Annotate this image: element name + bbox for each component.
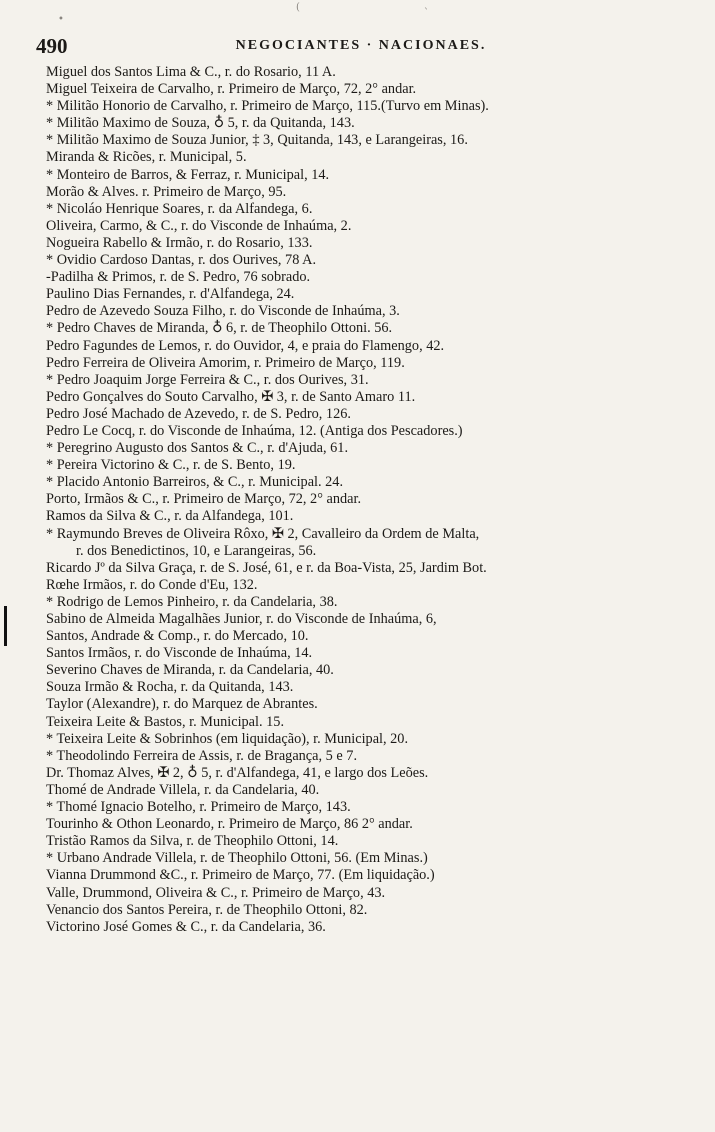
margin-mark bbox=[4, 606, 7, 646]
directory-list bbox=[46, 64, 696, 936]
running-title: NEGOCIANTES · NACIONAES. bbox=[235, 38, 487, 53]
list-item: * Nicoláo Henrique Soares, r. da Alfandega, 6. bbox=[46, 200, 313, 217]
list-item: Paulino Dias Fernandes, r. d'Alfandega, 24. bbox=[46, 286, 295, 303]
list-item: -Padilha & Primos, r. de S. Pedro, 76 sobrado. bbox=[46, 269, 311, 286]
list-item: Oliveira, Carmo, & C., r. do Visconde de Inhaúma, 2. bbox=[46, 217, 352, 234]
list-item: Severino Chaves de Miranda, r. da Candelaria, 40. bbox=[46, 662, 334, 679]
list-item: * Placido Antonio Barreiros, & C., r. Municipal. 24. bbox=[46, 474, 344, 491]
list-item: Miranda & Ricões, r. Municipal, 5. bbox=[46, 149, 247, 166]
list-item: * Peregrino Augusto dos Santos & C., r. d'Ajuda, 61. bbox=[46, 440, 349, 457]
list-item: Tristão Ramos da Silva, r. de Theophilo Ottoni, 14. bbox=[46, 833, 339, 850]
list-item: Pedro José Machado de Azevedo, r. de S. Pedro, 126. bbox=[46, 405, 351, 422]
list-item: Porto, Irmãos & C., r. Primeiro de Março, 72, 2° andar. bbox=[46, 491, 362, 508]
list-item: * Pereira Victorino & C., r. de S. Bento, 19. bbox=[46, 457, 296, 474]
list-item: Dr. Thomaz Alves, ✠ 2, ♁ 5, r. d'Alfandega, 41, e largo dos Leões. bbox=[46, 764, 429, 781]
list-item: * Thomé Ignacio Botelho, r. Primeiro de Março, 143. bbox=[46, 799, 351, 816]
list-item: Victorino José Gomes & C., r. da Candelaria, 36. bbox=[46, 918, 326, 935]
list-item: Nogueira Rabello & Irmão, r. do Rosario, 133. bbox=[46, 234, 313, 251]
list-item: * Ovidio Cardoso Dantas, r. dos Ourives, 78 A. bbox=[46, 252, 317, 269]
dust-mark: • bbox=[58, 14, 64, 25]
page-header bbox=[36, 34, 686, 58]
list-item: Souza Irmão & Rocha, r. da Quitanda, 143. bbox=[46, 679, 294, 696]
list-item: * Militão Maximo de Souza, ♁ 5, r. da Quitanda, 143. bbox=[46, 115, 355, 132]
list-item: Thomé de Andrade Villela, r. da Candelaria, 40. bbox=[46, 781, 320, 798]
list-item: * Militão Maximo de Souza Junior, ‡ 3, Quitanda, 143, e Larangeiras, 16. bbox=[46, 132, 468, 149]
list-item: Tourinho & Othon Leonardo, r. Primeiro de Março, 86 2° andar. bbox=[46, 816, 413, 833]
list-item: Sabino de Almeida Magalhães Junior, r. do Visconde de Inhaúma, 6, bbox=[46, 611, 437, 627]
list-item: * Raymundo Breves de Oliveira Rôxo, ✠ 2, Cavalleiro da Ordem de Malta, bbox=[46, 525, 480, 542]
page-number: 490 bbox=[36, 34, 68, 58]
list-item: Pedro Fagundes de Lemos, r. do Ouvidor, 4, e praia do Flamengo, 42. bbox=[46, 337, 445, 354]
list-item: Miguel Teixeira de Carvalho, r. Primeiro de Março, 72, 2° andar. bbox=[46, 81, 417, 98]
list-item: Santos Irmãos, r. do Visconde de Inhaúma, 14. bbox=[46, 645, 313, 662]
list-item: Ricardo Jº da Silva Graça, r. de S. José, 61, e r. da Boa-Vista, 25, Jardim Bot. bbox=[46, 559, 487, 576]
dust-mark: ` bbox=[424, 8, 429, 19]
list-item: * Monteiro de Barros, & Ferraz, r. Municipal, 14. bbox=[46, 166, 330, 183]
list-item: Pedro Le Cocq, r. do Visconde de Inhaúma, 12. (Antiga dos Pescadores.) bbox=[46, 422, 463, 439]
list-item: * Militão Honorio de Carvalho, r. Primeiro de Março, 115.(Turvo em Minas). bbox=[46, 98, 489, 115]
list-item: Ramos da Silva & C., r. da Alfandega, 101. bbox=[46, 508, 294, 525]
list-item: * Teixeira Leite & Sobrinhos (em liquidação), r. Municipal, 20. bbox=[46, 730, 409, 747]
list-item: * Theodolindo Ferreira de Assis, r. de Bragança, 5 e 7. bbox=[46, 747, 358, 764]
list-item: Taylor (Alexandre), r. do Marquez de Abrantes. bbox=[46, 696, 318, 713]
list-item: Venancio dos Santos Pereira, r. de Theophilo Ottoni, 82. bbox=[46, 901, 368, 918]
dust-mark: ( bbox=[296, 2, 300, 13]
list-item: Rœhe Irmãos, r. do Conde d'Eu, 132. bbox=[46, 576, 258, 593]
list-item: * Pedro Joaquim Jorge Ferreira & C., r. dos Ourives, 31. bbox=[46, 371, 369, 388]
list-item: Pedro Gonçalves do Souto Carvalho, ✠ 3, r. de Santo Amaro 11. bbox=[46, 388, 416, 405]
list-item: Valle, Drummond, Oliveira & C., r. Primeiro de Março, 43. bbox=[46, 884, 386, 901]
list-item: Santos, Andrade & Comp., r. do Mercado, 10. bbox=[46, 628, 309, 645]
list-item: Pedro Ferreira de Oliveira Amorim, r. Primeiro de Março, 119. bbox=[46, 354, 405, 371]
list-item: Teixeira Leite & Bastos, r. Municipal. 15. bbox=[46, 713, 285, 730]
list-item: Vianna Drummond &C., r. Primeiro de Março, 77. (Em liquidação.) bbox=[46, 867, 435, 884]
list-item-continuation: r. dos Benedictinos, 10, e Larangeiras, 56. bbox=[76, 542, 317, 559]
list-item: * Urbano Andrade Villela, r. de Theophilo Ottoni, 56. (Em Minas.) bbox=[46, 850, 428, 867]
list-item: * Rodrigo de Lemos Pinheiro, r. da Candelaria, 38. bbox=[46, 593, 338, 610]
list-item: Miguel dos Santos Lima & C., r. do Rosario, 11 A. bbox=[46, 64, 336, 80]
list-item: Pedro de Azevedo Souza Filho, r. do Visconde de Inhaúma, 3. bbox=[46, 303, 400, 320]
list-item: * Pedro Chaves de Miranda, ♁ 6, r. de Theophilo Ottoni. 56. bbox=[46, 320, 393, 337]
list-item: Morão & Alves. r. Primeiro de Março, 95. bbox=[46, 183, 287, 200]
